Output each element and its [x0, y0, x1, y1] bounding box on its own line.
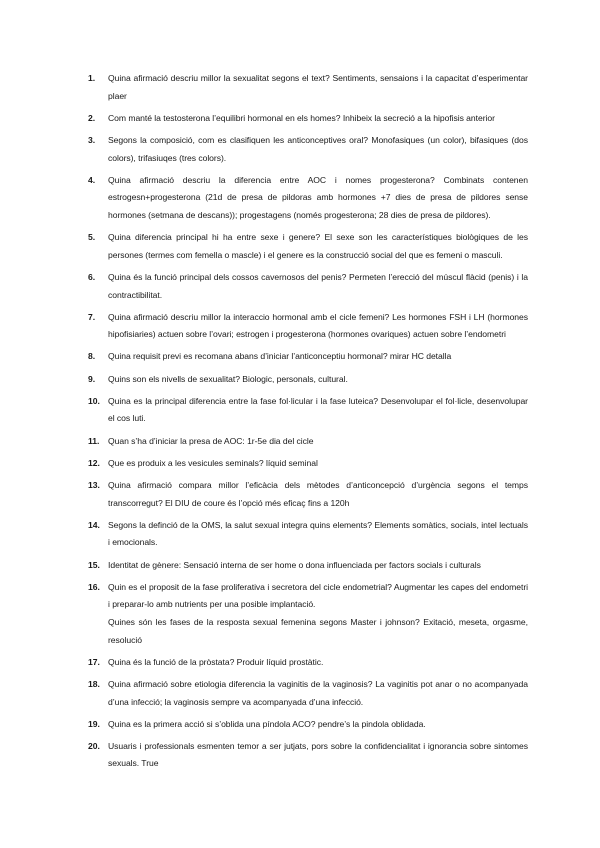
question-number: 6.	[88, 271, 96, 282]
question-item	[88, 309, 528, 344]
question-text: Quina es la primera acció si s’oblida una píndola ACO? pendre’s la pindola oblidada.	[108, 718, 426, 729]
question-number: 5.	[88, 232, 96, 243]
question-item	[88, 676, 528, 711]
question-number: 10.	[88, 395, 100, 406]
question-number: 9.	[88, 373, 96, 384]
question-item	[88, 70, 528, 105]
question-extra-text: Quines són les fases de la resposta sexual femenina segons Master i johnson? Exitació, meseta, orgasme, resolució	[108, 616, 528, 645]
question-text: Quina és la funció de la pròstata? Produir líquid prostàtic.	[108, 656, 324, 667]
question-number: 2.	[88, 112, 96, 123]
question-number: 20.	[88, 740, 100, 751]
question-item	[88, 110, 528, 128]
question-text: Identitat de gènere: Sensació interna de ser home o dona influenciada per factors socials i culturals	[108, 559, 481, 570]
question-item	[88, 269, 528, 304]
question-text: Quina afirmació compara millor l’eficàcia dels mètodes d’anticoncepció d’urgència segons el temps transcorregut? El DIU de coure és l’opció més eficaç fins a 120h	[108, 480, 528, 508]
question-item	[88, 229, 528, 264]
question-text: Quina afirmació sobre etiologia diferencia la vaginitis de la vaginosis? La vaginitis pot anar o no acompanyada d’una infecció; la vaginosis sempre va acompanyada d’una infecció.	[108, 678, 528, 707]
question-number: 1.	[88, 73, 96, 83]
question-number: 11.	[88, 435, 100, 446]
question-text: Segons la composició, com es clasifiquen les anticonceptives oral? Monofasiques (un color), bifasiques (dos colors), trifasiuqes (tres colors).	[108, 134, 528, 163]
question-item	[88, 716, 528, 734]
question-number: 13.	[88, 480, 100, 490]
question-item	[88, 738, 528, 773]
question-item	[88, 477, 528, 512]
question-item	[88, 393, 528, 428]
question-text: Quin es el proposit de la fase proliferativa i secretora del cicle endometrial? Augmentar les capes del endometri i preparar-lo amb nutrients per una posible implantació.	[108, 581, 528, 610]
question-item	[88, 579, 528, 649]
question-text: Quina afirmació descriu la diferencia entre AOC i nomes progesterona? Combinats contenen estrogesn+progesterona (21d de presa de pildoras amb hormones +7 dies de presa de pildores sense hormones (setmana de descans)); progestagens (només progesterona; 28 dies de presa de pildores).	[108, 174, 528, 220]
question-text: Que es produix a les vesicules seminals? líquid seminal	[108, 457, 318, 468]
question-item	[88, 455, 528, 473]
question-text: Quina és la funció principal dels cossos cavernosos del penis? Permeten l’erecció del múscul flàcid (penis) i la contractibilitat.	[108, 271, 528, 300]
question-number: 4.	[88, 174, 96, 185]
question-number: 18.	[88, 678, 100, 689]
question-item	[88, 371, 528, 389]
question-text: Quina diferencia principal hi ha entre sexe i genere? El sexe son les característiques biològiques de les persones (termes com femella o mascle) i el genere es la construcció social del que es femeni o masculi.	[108, 232, 528, 260]
question-text: Usuaris i professionals esmenten temor a ser jutjats, pors sobre la confidencialitat i ignorancia sobre sintomes sexuals. True	[108, 740, 528, 769]
question-text: Quins son els nivells de sexualitat? Biologic, personals, cultural.	[108, 373, 348, 384]
question-text: Quan s’ha d’iniciar la presa de AOC: 1r-5e dia del cicle	[108, 435, 314, 446]
question-item	[88, 172, 528, 225]
question-text: Segons la definció de la OMS, la salut sexual integra quins elements? Elements somàtics, socials, intel lectuals i emocionals.	[108, 519, 528, 548]
question-number: 8.	[88, 351, 96, 362]
question-number: 15.	[88, 559, 100, 570]
question-number: 12.	[88, 457, 100, 468]
question-number: 16.	[88, 581, 100, 592]
question-text: Quina afirmació descriu millor la sexualitat segons el text? Sentiments, sensaions i la capacitat d’esperimentar plaer	[108, 73, 528, 101]
question-text: Com manté la testosterona l’equilibri hormonal en els homes? Inhibeix la secreció a la hipofisis anterior	[108, 112, 495, 123]
question-number: 3.	[88, 134, 96, 145]
question-item	[88, 517, 528, 552]
question-text: Quina es la principal diferencia entre la fase fol·licular i la fase luteica? Desenvolupar el fol·licle, desenvolupar el cos luti.	[108, 395, 528, 424]
question-item	[88, 557, 528, 575]
question-item	[88, 348, 528, 366]
question-item	[88, 132, 528, 167]
question-text: Quina requisit previ es recomana abans d’iniciar l’anticonceptiu hormonal? mirar HC detalla	[108, 351, 452, 362]
question-number: 19.	[88, 718, 100, 729]
question-text: Quina afirmació descriu millor la interaccio hormonal amb el cicle femeni? Les hormones FSH i LH (hormones hipofisiaries) actuen sobre l’ovari; estrogen i progesterona (hormones ovariques) actuen sobre l’endometri	[108, 311, 528, 340]
question-number: 14.	[88, 519, 100, 530]
question-list	[88, 70, 528, 778]
question-number: 7.	[88, 311, 96, 322]
question-item	[88, 433, 528, 451]
question-number: 17.	[88, 656, 100, 667]
question-item	[88, 654, 528, 672]
